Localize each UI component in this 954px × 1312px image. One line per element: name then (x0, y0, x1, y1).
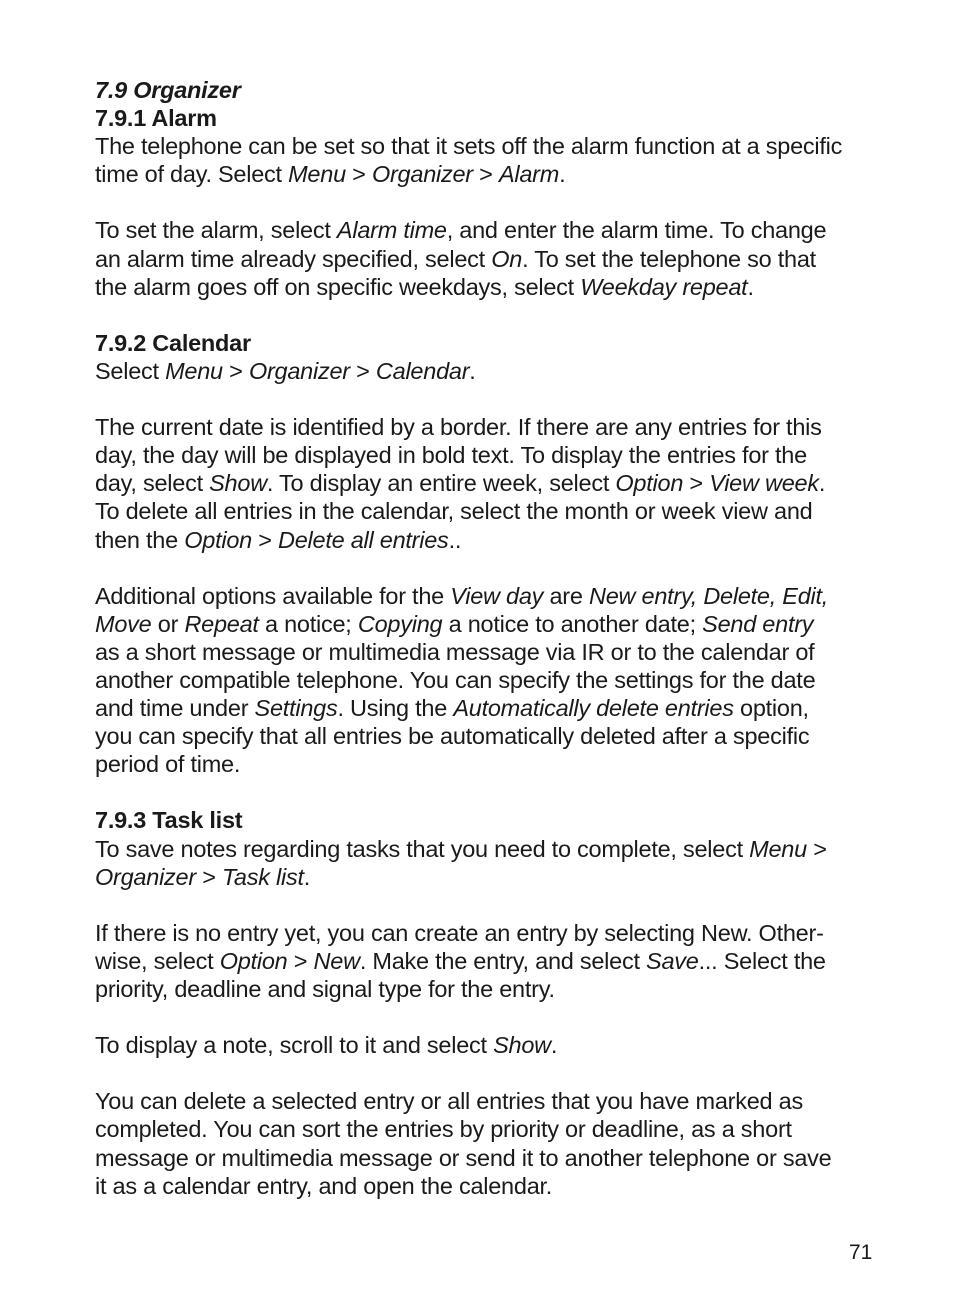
text-line (95, 1115, 885, 1143)
section-title: 7.9 Organizer (95, 77, 241, 103)
text-line (95, 863, 885, 891)
text-run: , and enter the alarm time. To change (446, 217, 827, 244)
text-line (95, 1172, 885, 1200)
text-run: are (543, 582, 589, 609)
menu-term: View week (709, 470, 819, 497)
text-run: period of time. (95, 751, 241, 778)
text-run: > (195, 863, 222, 890)
text-run: message or multimedia message or send it to another telephone or save (95, 1144, 832, 1171)
text-run: another compatible telephone. You can specify the settings for the date (95, 666, 816, 693)
task-list-heading: 7.9.3 Task list (95, 807, 243, 834)
menu-term: Repeat (184, 610, 259, 637)
text-line (95, 1031, 885, 1059)
text-run: . (550, 1032, 558, 1059)
text-line (95, 413, 885, 441)
text-run: .. (448, 526, 462, 553)
text-run: the alarm goes off on specific weekdays, select (95, 273, 581, 300)
text-run: and time under (95, 695, 255, 722)
text-line (95, 694, 885, 722)
menu-term: View day (450, 582, 544, 609)
alarm-heading: 7.9.1 Alarm (95, 105, 217, 132)
menu-term: Option (219, 947, 288, 974)
page-number: 71 (849, 1241, 873, 1264)
alarm-paragraph-2 (95, 216, 885, 300)
menu-term: Option (615, 470, 684, 497)
menu-term: Show (209, 470, 267, 497)
paragraph-spacer (95, 301, 885, 329)
text-run: . Using the (337, 695, 454, 722)
menu-term: Organizer (371, 161, 473, 188)
text-line (95, 1087, 885, 1115)
text-line (95, 750, 885, 778)
text-line (95, 441, 885, 469)
task-list-paragraph-3 (95, 1031, 885, 1059)
text-run: > (345, 161, 372, 188)
text-run: To display a note, scroll to it and select (95, 1032, 494, 1059)
text-line (95, 582, 885, 610)
text-run: . (469, 357, 476, 384)
text-line (95, 919, 885, 947)
text-run: > (349, 357, 376, 384)
text-run: Select (95, 357, 166, 384)
text-line (95, 132, 885, 160)
text-run: > (683, 470, 710, 497)
text-run: or (151, 610, 185, 637)
text-run: an alarm time already specified, select (95, 245, 492, 272)
text-run: a notice to another date; (442, 610, 703, 637)
paragraph-spacer (95, 385, 885, 413)
text-line (95, 526, 885, 554)
text-run: > (287, 947, 314, 974)
menu-term: Menu (749, 835, 807, 862)
text-line (95, 160, 885, 188)
text-run: . Make the entry, and select (359, 947, 647, 974)
text-run: To set the alarm, select (95, 217, 337, 244)
text-line (95, 216, 885, 244)
text-run: a notice; (258, 610, 358, 637)
text-run: then the (95, 526, 185, 553)
menu-term: On (491, 245, 523, 272)
text-run: To save notes regarding tasks that you need to complete, select (95, 835, 750, 862)
menu-term: New (313, 947, 360, 974)
menu-term: Menu (288, 161, 346, 188)
menu-term: Move (95, 610, 152, 637)
text-line (95, 835, 885, 863)
text-line (95, 947, 885, 975)
text-run: you can specify that all entries be automatically deleted after a specific (95, 723, 810, 750)
paragraph-spacer (95, 188, 885, 216)
menu-term: Alarm (498, 161, 560, 188)
text-run: as a short message or multimedia message via IR or to the calendar of (95, 638, 815, 665)
text-run: > (806, 835, 827, 862)
menu-term: Task list (221, 863, 304, 890)
alarm-paragraph-1 (95, 132, 885, 188)
paragraph-spacer (95, 891, 885, 919)
text-line (95, 722, 885, 750)
text-run: . (747, 273, 754, 300)
text-line (95, 975, 885, 1003)
text-line (95, 638, 885, 666)
task-list-paragraph-2 (95, 919, 885, 1003)
menu-term: Calendar (375, 357, 470, 384)
text-run: Additional options available for the (95, 582, 451, 609)
menu-term: Automatically delete entries (453, 695, 734, 722)
menu-term: Show (493, 1032, 551, 1059)
menu-term: Weekday repeat (580, 273, 748, 300)
paragraph-spacer (95, 1003, 885, 1031)
text-run: . (818, 470, 826, 497)
menu-term: Organizer (95, 863, 196, 890)
menu-term: Copying (357, 610, 443, 637)
text-line (95, 666, 885, 694)
text-run: > (222, 357, 249, 384)
menu-term: Option (184, 526, 252, 553)
menu-term: Save (646, 947, 699, 974)
paragraph-spacer (95, 554, 885, 582)
calendar-paragraph-1 (95, 357, 885, 385)
text-line (95, 357, 885, 385)
menu-term: New entry, Delete, Edit, (588, 582, 829, 609)
text-run: . (303, 863, 311, 890)
text-run: priority, deadline and signal type for the entry. (95, 976, 555, 1002)
menu-term: Delete all entries (278, 526, 449, 553)
menu-term: Menu (165, 357, 223, 384)
menu-term: Settings (254, 695, 338, 722)
text-line (95, 1144, 885, 1172)
paragraph-spacer (95, 1059, 885, 1087)
menu-term: Organizer (248, 357, 350, 384)
text-run: The current date is identified by a border. If there are any entries for this (95, 414, 822, 441)
text-run: ... Select the (698, 947, 826, 974)
text-run: it as a calendar entry, and open the calendar. (95, 1172, 553, 1199)
text-line (95, 497, 885, 525)
text-run: > (472, 161, 499, 188)
text-run: > (251, 526, 279, 553)
text-run: option, (733, 695, 809, 722)
text-run: If there is no entry yet, you can create an entry by selecting New. Other- (95, 919, 824, 946)
task-list-paragraph-1 (95, 835, 885, 891)
paragraph-spacer (95, 778, 885, 806)
text-run: . (559, 161, 566, 188)
text-run: day, the day will be displayed in bold text. To display the entries for the (95, 442, 807, 469)
text-line (95, 245, 885, 273)
manual-page (95, 76, 885, 1200)
menu-term: Send entry (702, 610, 814, 637)
text-line (95, 469, 885, 497)
text-line (95, 610, 885, 638)
text-run: completed. You can sort the entries by priority or deadline, as a short (95, 1116, 792, 1143)
text-run: To delete all entries in the calendar, select the month or week view and (95, 498, 813, 525)
calendar-paragraph-3 (95, 582, 885, 779)
text-run: . To display an entire week, select (266, 470, 616, 497)
text-run: The telephone can be set so that it sets off the alarm function at a specific (95, 133, 843, 160)
menu-term: Alarm time (336, 217, 447, 244)
text-run: You can delete a selected entry or all entries that you have marked as (95, 1088, 803, 1115)
text-run: wise, select (95, 947, 220, 974)
text-run: time of day. Select (95, 161, 289, 188)
calendar-heading: 7.9.2 Calendar (95, 329, 251, 356)
text-run: . To set the telephone so that (522, 245, 816, 272)
task-list-paragraph-4 (95, 1087, 885, 1199)
text-run: day, select (95, 470, 210, 497)
calendar-paragraph-2 (95, 413, 885, 553)
text-line (95, 273, 885, 301)
